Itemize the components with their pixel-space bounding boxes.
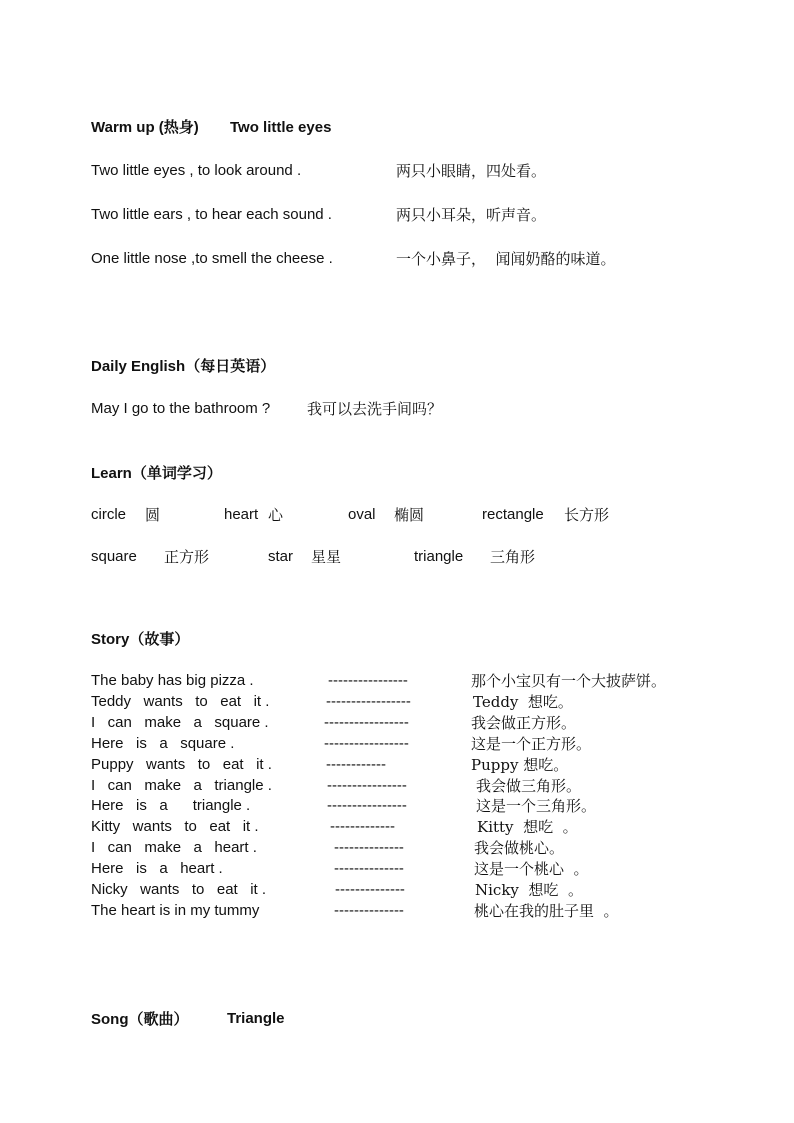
story-line-dashes: ------------- bbox=[330, 818, 395, 835]
word-cn: 星星 bbox=[311, 548, 342, 566]
warmup-heading: Warm up (热身) bbox=[91, 119, 199, 136]
word-en: star bbox=[268, 548, 294, 565]
word-cn: 心 bbox=[268, 506, 284, 524]
warmup-title: Two little eyes bbox=[230, 119, 332, 136]
word-en: rectangle bbox=[482, 506, 544, 523]
story-line-dashes: ---------------- bbox=[328, 672, 408, 689]
story-line-dashes: -------------- bbox=[334, 902, 404, 919]
daily-heading bbox=[91, 357, 275, 376]
story-line-cn: Nicky 想吃 。 bbox=[475, 881, 583, 899]
daily-sentence-cn: 我可以去洗手间吗？ bbox=[307, 400, 443, 418]
story-line-dashes: ----------------- bbox=[324, 735, 409, 752]
warmup-line-en: Two little ears , to hear each sound . bbox=[91, 206, 332, 223]
story-line-dashes: ---------------- bbox=[327, 797, 407, 814]
warmup-line-cn: 两只小眼睛，四处看。 bbox=[396, 162, 547, 180]
story-line-cn: 这是一个三角形。 bbox=[476, 797, 597, 815]
story-line-dashes: -------------- bbox=[334, 860, 404, 877]
story-line-cn: 桃心在我的肚子里 。 bbox=[474, 902, 619, 920]
story-line-en: Puppy wants to eat it . bbox=[91, 756, 272, 773]
story-line-cn: 这是一个正方形。 bbox=[471, 735, 592, 753]
warmup-line-en: One little nose ,to smell the cheese . bbox=[91, 250, 333, 267]
story-line-dashes: ----------------- bbox=[324, 714, 409, 731]
warmup-line-cn: 一个小鼻子， 闻闻奶酪的味道。 bbox=[396, 250, 616, 268]
story-line-cn: Kitty 想吃 。 bbox=[477, 818, 578, 836]
story-line-en: Here is a triangle . bbox=[91, 797, 251, 814]
story-line-cn: Teddy 想吃。 bbox=[473, 693, 573, 711]
daily-heading-cn: （每日英语） bbox=[185, 357, 276, 375]
daily-heading-en: Daily English bbox=[91, 358, 186, 375]
story-line-en: Nicky wants to eat it . bbox=[91, 881, 267, 898]
story-line-en: I can make a square . bbox=[91, 714, 269, 731]
story-line-cn: 我会做三角形。 bbox=[476, 777, 582, 795]
word-cn: 圆 bbox=[145, 506, 161, 524]
story-line-cn: 我会做正方形。 bbox=[471, 714, 577, 732]
daily-sentence-en: May I go to the bathroom ? bbox=[91, 400, 271, 417]
story-line-dashes: ---------------- bbox=[327, 777, 407, 794]
learn-heading-en: Learn bbox=[91, 465, 132, 482]
word-en: circle bbox=[91, 506, 127, 523]
story-line-dashes: -------------- bbox=[335, 881, 405, 898]
word-en: square bbox=[91, 548, 137, 565]
story-line-en: I can make a heart . bbox=[91, 839, 257, 856]
story-line-en: The heart is in my tummy bbox=[91, 902, 260, 919]
story-line-dashes: ----------------- bbox=[326, 693, 411, 710]
story-heading-cn: （故事） bbox=[129, 630, 190, 648]
story-line-en: Here is a square . bbox=[91, 735, 235, 752]
story-heading bbox=[91, 630, 189, 649]
song-title: Triangle bbox=[227, 1010, 285, 1027]
warmup-line-en: Two little eyes , to look around . bbox=[91, 162, 302, 179]
story-heading-en: Story bbox=[91, 631, 130, 648]
word-cn: 三角形 bbox=[490, 548, 536, 566]
song-heading-en: Song bbox=[91, 1011, 129, 1028]
story-line-dashes: ------------ bbox=[326, 756, 386, 773]
story-line-cn: 这是一个桃心 。 bbox=[474, 860, 589, 878]
story-line-en: I can make a triangle . bbox=[91, 777, 272, 794]
word-en: triangle bbox=[414, 548, 464, 565]
learn-heading bbox=[91, 464, 222, 483]
story-line-en: The baby has big pizza . bbox=[91, 672, 254, 689]
warmup-line-cn: 两只小耳朵，听声音。 bbox=[396, 206, 547, 224]
word-cn: 椭圆 bbox=[394, 506, 425, 524]
story-line-cn: Puppy 想吃。 bbox=[471, 756, 569, 774]
story-line-cn: 我会做桃心。 bbox=[474, 839, 565, 857]
story-line-cn: 那个小宝贝有一个大披萨饼。 bbox=[471, 672, 667, 690]
word-en: oval bbox=[348, 506, 376, 523]
word-cn: 正方形 bbox=[164, 548, 210, 566]
word-en: heart bbox=[224, 506, 259, 523]
story-line-en: Kitty wants to eat it . bbox=[91, 818, 259, 835]
learn-heading-cn: （单词学习） bbox=[131, 464, 222, 482]
story-line-en: Here is a heart . bbox=[91, 860, 223, 877]
song-heading bbox=[91, 1010, 189, 1029]
story-line-dashes: -------------- bbox=[334, 839, 404, 856]
word-cn: 长方形 bbox=[564, 506, 610, 524]
story-line-en: Teddy wants to eat it . bbox=[91, 693, 270, 710]
song-heading-cn: （歌曲） bbox=[128, 1010, 189, 1028]
